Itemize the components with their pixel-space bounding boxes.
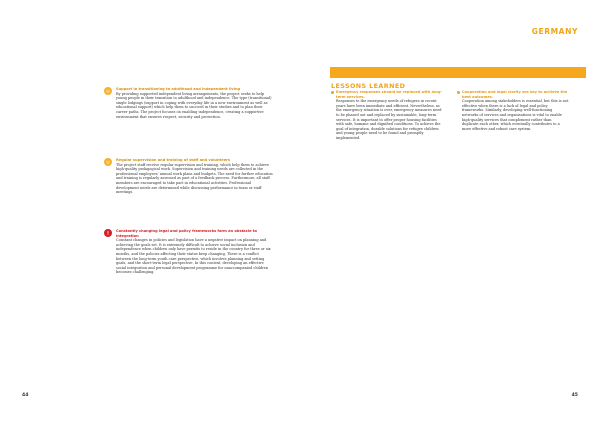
lesson-column bbox=[457, 90, 569, 131]
bullet-icon bbox=[331, 91, 334, 94]
smile-icon bbox=[104, 158, 112, 166]
page-number: 45 bbox=[571, 393, 578, 398]
section-title: LESSONS LEARNED bbox=[331, 82, 406, 90]
right-page bbox=[300, 0, 600, 424]
lesson-body: Responses to the emergency needs of refugees in recent years have been immediate and efficient. Nevertheless, as the emergency situation is over, emergency measures need to be phased out and replaced by sustainable, long-term services. It is important to offer proper housing facilities with safe, humane and dignified conditions. To achieve the goal of integration, durable solutions for refugee children and young people need to be found and promptly implemented. bbox=[336, 99, 442, 140]
section-header-bar bbox=[330, 67, 586, 78]
lesson-title: Emergency responses should be replaced with long-term services. bbox=[336, 90, 442, 99]
alert-icon bbox=[104, 229, 112, 237]
entry-body: Constant changes in policies and legislation have a negative impact on planning and achieving the goals set. It is extremely difficult to achieve social inclusion and independence when children only have permits to reside in the country for three or six months, and the policies affecting their status keep changing. There is a conflict between the long-term youth care perspective, which involves planning and setting goals, and the short-term legal perspective. In this context, developing an effective social integration and personal development programme for unaccompanied children becomes challenging. bbox=[116, 238, 271, 275]
lesson-body: Cooperation among stakeholders is essential, but this is not effective when there is a lack of legal and policy frameworks. Similarly, developing well-functioning networks of services and organisations is vital to enable high-quality services that complement rather than duplicate each other, which eventually contributes to a more effective and robust care system. bbox=[462, 99, 569, 131]
entry-body: The project staff receive regular supervision and training, which help them to achieve high-quality pedagogical work. Supervision and training needs are collected in the professional employees’ annual work plans and budgets. The need for further education and training is regularly assessed as part of a feedback process. Furthermore, all staff members are encouraged to take part in educational activities. Professional development needs are determined while discussing performance in team or staff meetings. bbox=[116, 162, 273, 195]
page-number: 44 bbox=[22, 393, 29, 398]
entry-legal-obstacle bbox=[116, 229, 273, 275]
lesson-title: Cooperation and legal clarity are key to achieve the best outcomes. bbox=[462, 90, 568, 99]
lesson-column bbox=[331, 90, 443, 141]
entry-title: Support in transitioning to adulthood and independent living bbox=[116, 87, 241, 91]
country-label: GERMANY bbox=[531, 27, 578, 36]
bullet-icon bbox=[457, 91, 460, 94]
entry-supervision-training bbox=[116, 158, 273, 195]
entry-transition-support bbox=[116, 87, 273, 119]
entry-title: Regular supervision and training of staff and volunteers bbox=[116, 158, 231, 162]
entry-title: Constantly changing legal and policy frameworks form an obstacle to integration bbox=[116, 229, 257, 238]
entry-body: By providing supported independent living arrangements, the project seeks to help young people in their transition to adulthood and independence. The type (transitional) single lodgings (support in coping with everyday life in a new environment as well as educational support) which help them to succeed in their studies and to plan their career paths. The project focuses on enabling independence, creating a supportive environment that ensures respect, security and protection. bbox=[116, 91, 272, 119]
smile-icon bbox=[104, 87, 112, 95]
